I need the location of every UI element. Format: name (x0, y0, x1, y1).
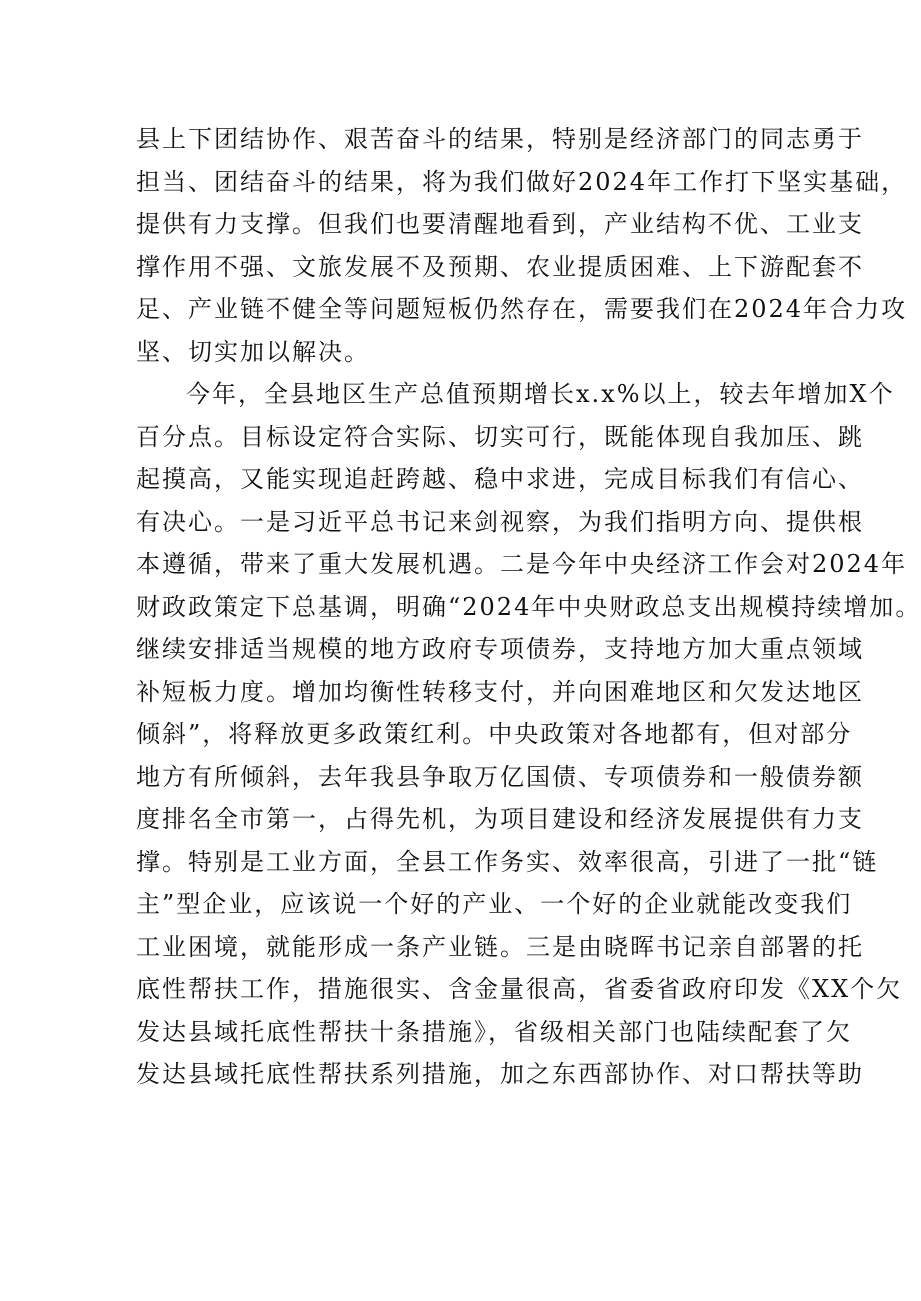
text-line: 工业困境，就能形成一条产业链。三是由晓晖书记亲自部署的托 (136, 932, 864, 961)
text-line: 足、产业链不健全等问题短板仍然存在，需要我们在2024年合力攻 (136, 295, 908, 323)
text-line: 百分点。目标设定符合实际、切实可行，既能体现自我加压、跳 (136, 422, 864, 451)
text-line: 底性帮扶工作，措施很实、含金量很高，省委省政府印发《XX个欠 (136, 975, 903, 1003)
text-line: 财政政策定下总基调，明确“2024年中央财政总支出规模持续增加。 (136, 592, 921, 621)
text-line: 继续安排适当规模的地方政府专项债券，支持地方加大重点领域 (136, 635, 864, 663)
text-line: 度排名全市第一，占得先机，为项目建设和经济发展提供有力支 (136, 805, 864, 833)
text-line: 今年，全县地区生产总值预期增长x.x%以上，较去年增加X个 (186, 380, 895, 408)
text-line: 发达县域托底性帮扶十条措施》，省级相关部门也陆续配套了欠 (136, 1017, 852, 1046)
text-line: 倾斜”，将释放更多政策红利。中央政策对各地都有，但对部分 (136, 720, 853, 748)
text-line: 县上下团结协作、艰苦奋斗的结果，特别是经济部门的同志勇于 (136, 125, 864, 153)
paragraph-1 (136, 118, 908, 373)
text-line: 地方有所倾斜，去年我县争取万亿国债、专项债券和一般债券额 (136, 762, 864, 791)
text-line: 提供有力支撑。但我们也要清醒地看到，产业结构不优、工业支 (136, 210, 864, 238)
text-line: 撑作用不强、文旅发展不及预期、农业提质困难、上下游配套不 (136, 252, 864, 281)
text-line: 发达县域托底性帮扶系列措施，加之东西部协作、对口帮扶等助 (136, 1060, 864, 1088)
text-line: 本遵循，带来了重大发展机遇。二是今年中央经济工作会对2024年 (136, 550, 908, 578)
text-line: 有决心。一是习近平总书记来剑视察，为我们指明方向、提供根 (136, 507, 864, 536)
text-line: 坚、切实加以解决。 (136, 337, 370, 366)
document-body (136, 118, 921, 1096)
text-line: 撑。特别是工业方面，全县工作务实、效率很高，引进了一批“链 (136, 847, 879, 876)
paragraph-2 (136, 373, 921, 1096)
text-line: 担当、团结奋斗的结果，将为我们做好2024年工作打下坚实基础， (136, 167, 908, 196)
text-line: 起摸高，又能实现追赶跨越、稳中求进，完成目标我们有信心、 (136, 465, 864, 493)
text-line: 补短板力度。增加均衡性转移支付，并向困难地区和欠发达地区 (136, 677, 864, 706)
text-line: 主”型企业，应该说一个好的产业、一个好的企业就能改变我们 (136, 890, 853, 918)
